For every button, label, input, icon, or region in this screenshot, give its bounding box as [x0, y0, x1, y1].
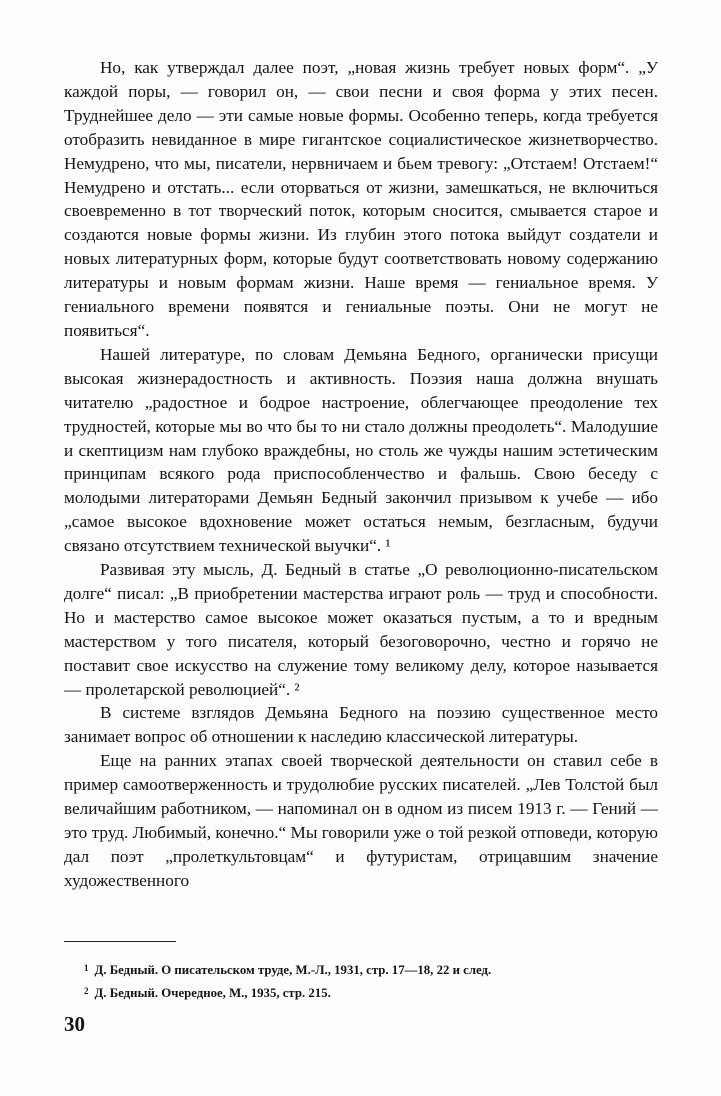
footnote-mark: 2 [84, 986, 89, 996]
paragraph-3: Развивая эту мысль, Д. Бедный в статье „О революционно-писательском долге“ писал: „В приобретении мастерства играют роль — труд и способности. Но и мастерство самое высокое может оказаться пустым, а то и вредным мастерством у того писателя, который безоговорочно, честно и горячо не поставит свое искусство на служение тому великому делу, которое называется — пролетарской революцией“. ² [64, 560, 658, 699]
footnotes [84, 958, 664, 1004]
paragraph-1: Но, как утверждал далее поэт, „новая жизнь требует новых форм“. „У каждой поры, — говорил он, — свои песни и своя форма у этих песен. Труднейшее дело — эти самые новые формы. Особенно теперь, когда требуется отобразить невиданное в мире гигантское социалистическое жизнетворчество. Немудрено, что мы, писатели, нервничаем и бьем тревогу: „Отстаем! Отстаем!“ Немудрено и отстать... если оторваться от жизни, замешкаться, не включиться своевременно в тот творческий поток, которым сносится, смывается старое и создаются новые формы жизни. Из глубин этого потока выйдут создатели и новых литературных форм, которые будут соответствовать новому содержанию литературы и новым формам жизни. Наше время — гениальное время. У гениального времени появятся и гениальные поэты. Они не могут не появиться“. [64, 58, 658, 340]
body-text [64, 56, 658, 893]
footnote-2 [84, 981, 664, 1004]
footnote-text: Д. Бедный. О писательском труде, М.-Л., 1931, стр. 17—18, 22 и след. [94, 963, 492, 977]
footnote-1 [84, 958, 664, 981]
footnote-separator [64, 941, 176, 942]
paragraph-4: В системе взглядов Демьяна Бедного на поэзию существенное место занимает вопрос об отношении к наследию классической литературы. [64, 703, 658, 747]
paragraph-5: Еще на ранних этапах своей творческой деятельности он ставил себе в пример самоотверженность и трудолюбие русских писателей. „Лев Толстой был величайшим работником, — напоминал он в одном из писем 1913 г. — Гений — это труд. Любимый, конечно.“ Мы говорили уже о той резкой отповеди, которую дал поэт „пролеткультовцам“ и футуристам, отрицавшим значение художественного [64, 751, 658, 890]
footnote-mark: 1 [84, 963, 89, 973]
footnote-text: Д. Бедный. Очередное, М., 1935, стр. 215. [94, 986, 331, 1000]
page-number: 30 [64, 1012, 85, 1036]
paragraph-2: Нашей литературе, по словам Демьяна Бедного, органически присущи высокая жизнерадостность и активность. Поэзия наша должна внушать читателю „радостное и бодрое настроение, облегчающее преодоление тех трудностей, которые мы во что бы то ни стало должны преодолеть“. Малодушие и скептицизм нам глубоко враждебны, но столь же чужды нашим эстетическим принципам всякого рода приспособленчество и фальшь. Свою беседу с молодыми литераторами Демьян Бедный закончил призывом к учебе — ибо „самое высокое вдохновение может остаться немым, безгласным, будучи связано отсутствием технической выучки“. ¹ [64, 344, 658, 556]
